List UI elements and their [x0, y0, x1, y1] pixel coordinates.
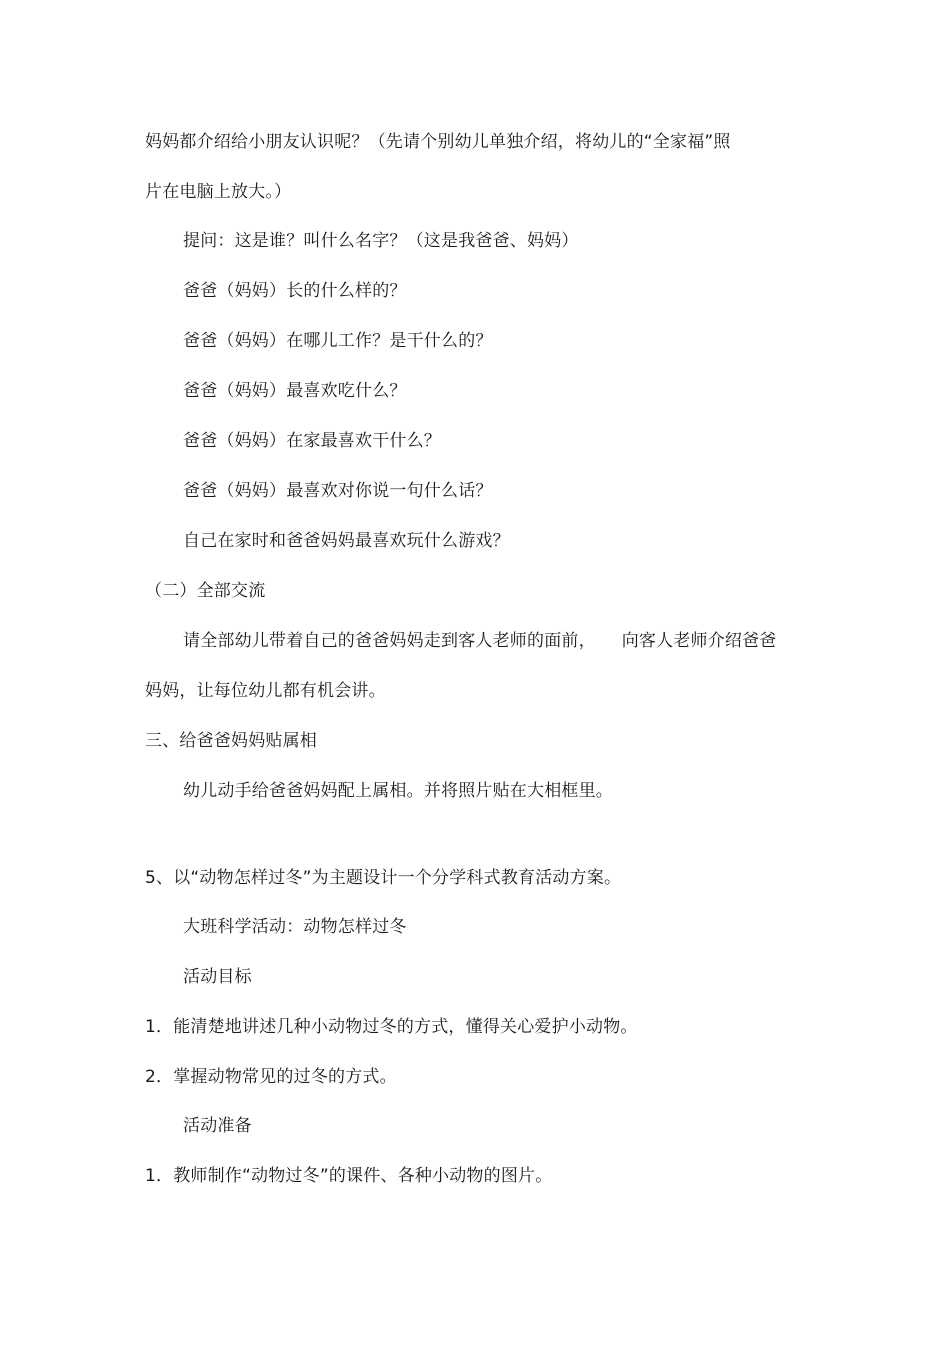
text-line: 妈妈都介绍给小朋友认识呢？（先请个别幼儿单独介绍，将幼儿的“全家福”照 — [145, 132, 731, 152]
text-line: 自己在家时和爸爸妈妈最喜欢玩什么游戏？ — [183, 531, 510, 551]
list-item: 1．能清楚地讲述几种小动物过冬的方式，懂得关心爱护小动物。 — [145, 1017, 638, 1037]
list-item: 2．掌握动物常见的过冬的方式。 — [145, 1067, 397, 1087]
text-line: 爸爸（妈妈）在家最喜欢干什么？ — [183, 431, 441, 451]
text-line: 爸爸（妈妈）在哪儿工作？是干什么的？ — [183, 331, 493, 351]
text-line: 幼儿动手给爸爸妈妈配上属相。并将照片贴在大相框里。 — [183, 781, 613, 801]
text-line: 爸爸（妈妈）最喜欢对你说一句什么话？ — [183, 481, 493, 501]
section-heading: （二）全部交流 — [145, 581, 266, 601]
text-line: 爸爸（妈妈）最喜欢吃什么？ — [183, 381, 407, 401]
text-line: 片在电脑上放大。） — [145, 182, 292, 202]
list-item: 1．教师制作“动物过冬”的课件、各种小动物的图片。 — [145, 1166, 553, 1186]
section-heading: 活动准备 — [183, 1116, 252, 1136]
activity-title: 大班科学活动：动物怎样过冬 — [183, 917, 407, 937]
text-line: 妈妈，让每位幼儿都有机会讲。 — [145, 681, 386, 701]
text-line: 提问：这是谁？叫什么名字？（这是我爸爸、妈妈） — [183, 231, 579, 251]
section-heading: 活动目标 — [183, 967, 252, 987]
section-heading: 三、给爸爸妈妈贴属相 — [145, 731, 317, 751]
question-heading: 5、以“动物怎样过冬”为主题设计一个分学科式教育活动方案。 — [145, 868, 622, 888]
text-line: 请全部幼儿带着自己的爸爸妈妈走到客人老师的面前， 向客人老师介绍爸爸 — [183, 631, 777, 651]
text-line: 爸爸（妈妈）长的什么样的？ — [183, 281, 407, 301]
